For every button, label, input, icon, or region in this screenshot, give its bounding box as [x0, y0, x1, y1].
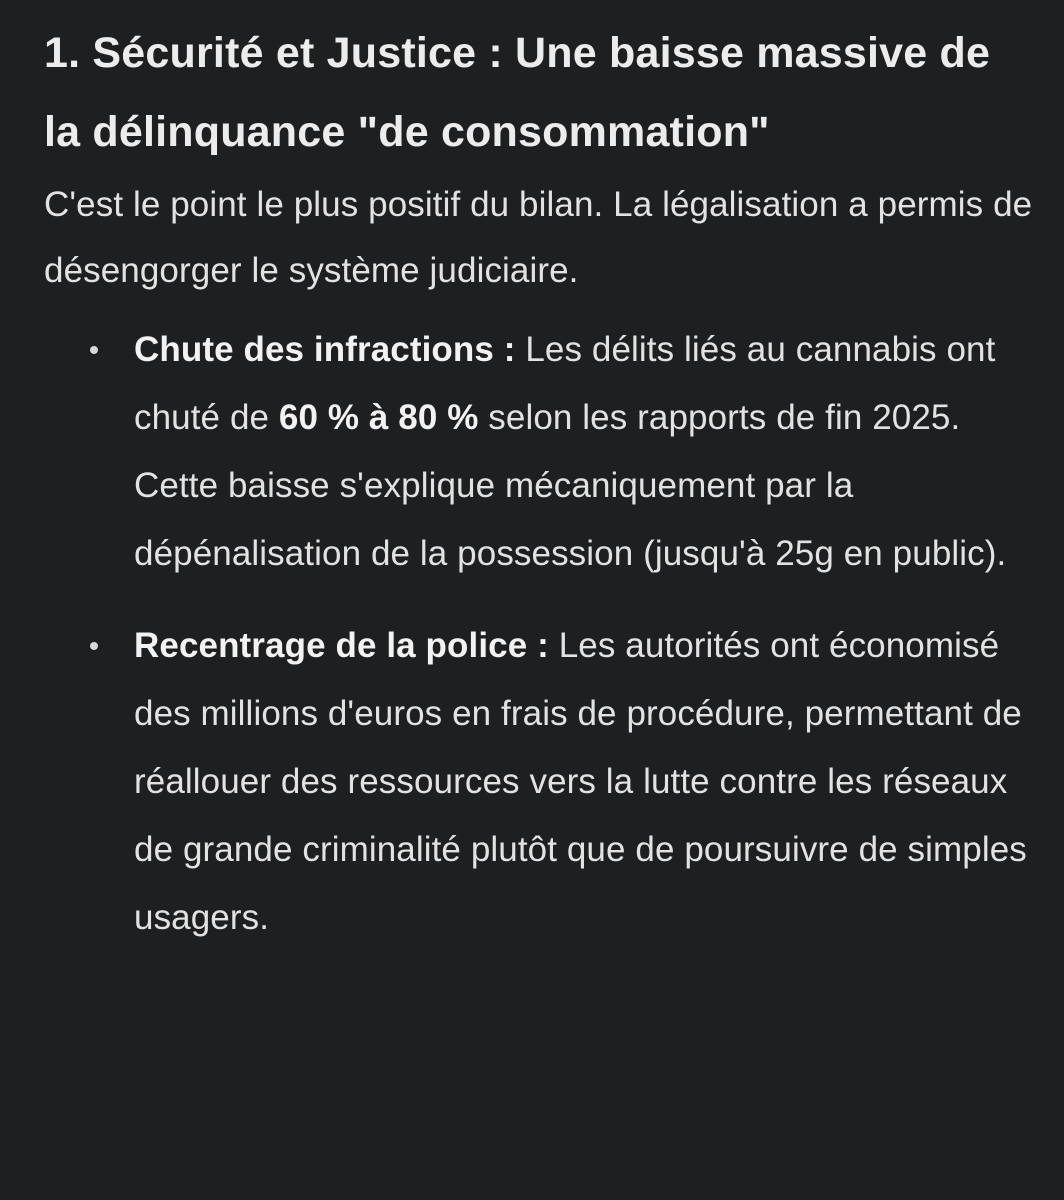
bullet-dot-icon [90, 642, 98, 650]
intro-paragraph: C'est le point le plus positif du bilan. La légalisation a permis de désengorger le système judiciaire. [44, 185, 1033, 290]
bullet-text: Les délits liés au cannabis ont chuté de [134, 330, 996, 437]
bullet-list [44, 316, 1034, 952]
bullet-item-chute-des-infractions [44, 316, 1034, 588]
bullet-item-recentrage-de-la-police [44, 612, 1034, 952]
section-heading: 1. Sécurité et Justice : Une baisse massive de la délinquance "de consommation" [44, 29, 991, 156]
bullet-text: Les autorités ont économisé des millions d'euros en frais de procédure, permettant de réallouer des ressources vers la lutte contre les réseaux de grande criminalité plutôt que de poursuivre de simples usagers. [134, 626, 1027, 937]
bullet-label: Recentrage de la police : [134, 626, 549, 665]
article-content [44, 14, 1034, 976]
bullet-text: selon les rapports de fin 2025. Cette baisse s'explique mécaniquement par la dépénalisation de la possession (jusqu'à 25g en public). [134, 398, 1007, 573]
bullet-label: Chute des infractions : [134, 330, 516, 369]
bullet-dot-icon [90, 346, 98, 354]
bullet-highlight: 60 % à 80 % [278, 398, 479, 437]
